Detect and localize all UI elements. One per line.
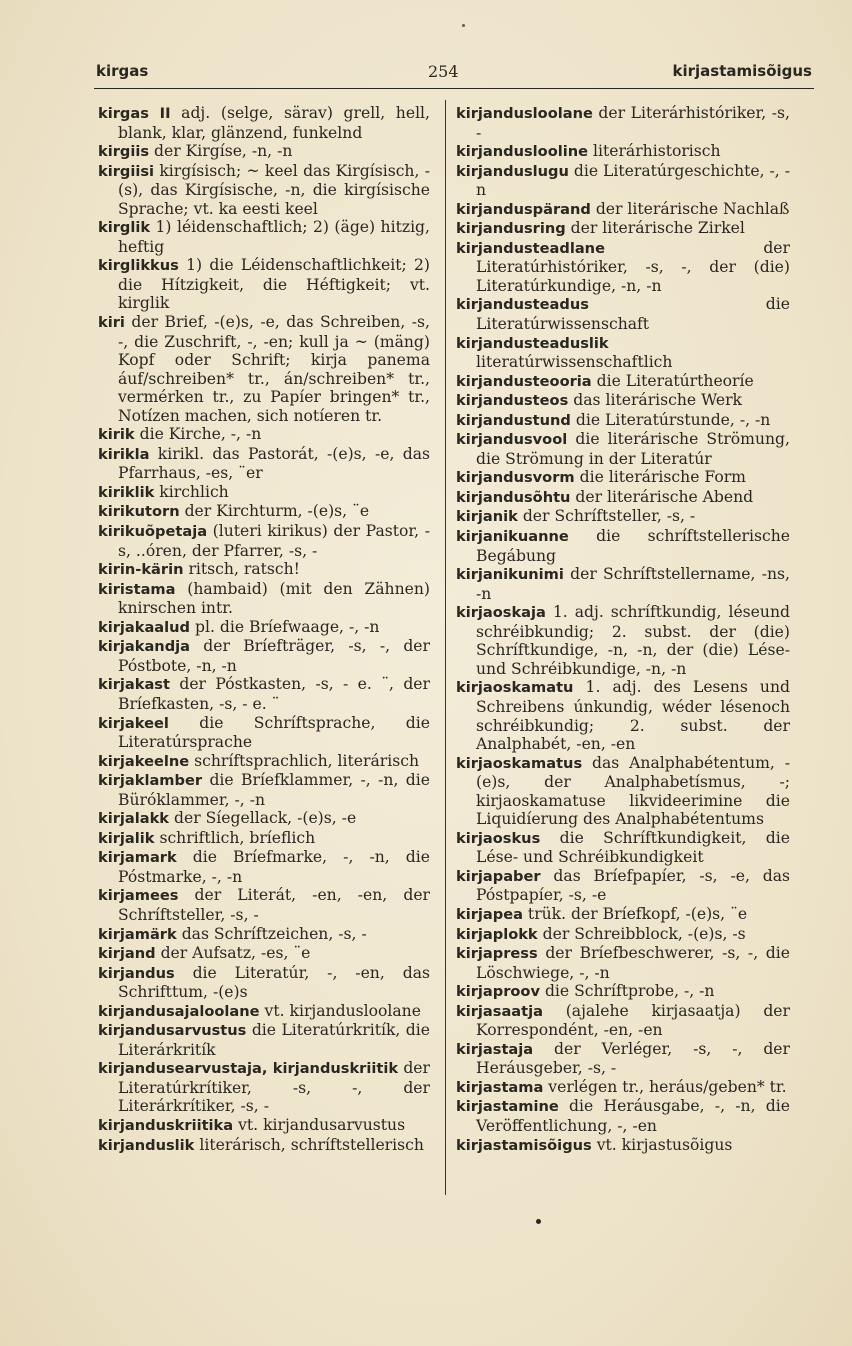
dictionary-entry xyxy=(98,886,430,924)
entry-definition: der Kirgíse, -n, -n xyxy=(154,142,293,161)
dictionary-entry xyxy=(98,829,430,849)
entry-headword: kirjandusõhtu xyxy=(456,488,571,506)
entry-definition: vt. kirjastusõigus xyxy=(596,1135,733,1154)
dictionary-entry xyxy=(98,560,430,580)
entry-definition: der Brief, -(e)s, -e, das Schreiben, -s, -, die Zuschrift, -, -en; kull ja ~ (mäng) Kopf oder Schrift; kirja panema áuf/schreiben* tr., án/schreiben* tr., vermérken tr., zu Papíer bringen* tr., Notízen machen, sich notíeren tr. xyxy=(118,313,430,425)
entry-headword: kirjandusvorm xyxy=(456,469,575,487)
entry-definition: vt. kirjandusloolane xyxy=(264,1001,421,1020)
entry-definition: die literárische Form xyxy=(579,468,746,487)
dictionary-entry xyxy=(456,1097,790,1135)
dictionary-entry xyxy=(456,239,790,296)
entry-definition: 1. adj. des Lesens und Schreibens únkundig, wéder lésenoch schréibkundig; 2. subst. der Analphabét, -en, -en xyxy=(476,678,790,754)
dictionary-entry xyxy=(98,925,430,945)
entry-definition: der literárische Nachlaß xyxy=(595,199,790,218)
dictionary-entry xyxy=(456,411,790,431)
entry-definition: das Analphabétentum, -(e)s, der Analphabetísmus, -; kirjaoskamatuse likvideerimine die Liquidíerung des Analphabétentums xyxy=(476,753,790,829)
dictionary-entry xyxy=(456,1002,790,1040)
entry-headword: kirjandusearvustaja, kirjanduskriitik xyxy=(98,1060,399,1078)
entry-definition: der Schríftstellername, -ns, -n xyxy=(476,565,790,603)
entry-headword: kirjandusteos xyxy=(456,392,569,410)
dictionary-entry xyxy=(98,483,430,503)
dictionary-entry xyxy=(456,829,790,867)
entry-headword: kirjandusvool xyxy=(456,431,568,449)
entry-definition: literárhistorisch xyxy=(592,142,721,161)
dictionary-entry xyxy=(456,678,790,753)
dictionary-entry xyxy=(98,1002,430,1022)
entry-headword: kirin-kärin xyxy=(98,561,184,579)
entry-headword: kirjandusring xyxy=(456,220,566,238)
left-column xyxy=(98,104,430,1155)
dictionary-entry xyxy=(98,1059,430,1116)
entry-headword: kirgiisi xyxy=(98,162,155,180)
dictionary-entry xyxy=(98,848,430,886)
entry-definition: der Literatúrhistóriker, -s, -, der (die) Literatúrkundige, -n, -n xyxy=(476,238,790,295)
entry-headword: kirjastamine xyxy=(456,1098,559,1116)
entry-definition: die Literatúrgeschichte, -, -n xyxy=(476,161,790,200)
dictionary-entry xyxy=(456,200,790,220)
entry-definition: die Bríefklammer, -, -n, die Büróklammer, -, -n xyxy=(118,771,430,809)
column-divider xyxy=(445,100,446,1195)
entry-definition: die Heráusgabe, -, -n, die Veröffentlichung, -, -en xyxy=(476,1097,790,1135)
entry-headword: kirjanduskriitika xyxy=(98,1116,234,1134)
dictionary-entry xyxy=(456,565,790,603)
entry-headword: kirjastamisõigus xyxy=(456,1136,592,1154)
entry-headword: kirjaplokk xyxy=(456,925,538,943)
entry-headword: kirjalik xyxy=(98,829,155,847)
dictionary-entry xyxy=(456,468,790,488)
entry-definition: adj. (selge, särav) grell, hell, blank, klar, glänzend, funkelnd xyxy=(118,104,430,142)
dictionary-entry xyxy=(456,925,790,945)
entry-headword: kirjanduslooline xyxy=(456,143,589,161)
entry-definition: die schríftstellerische Begábung xyxy=(476,527,790,565)
entry-definition: kirchlich xyxy=(159,482,229,501)
entry-headword: kiri xyxy=(98,314,125,332)
entry-definition: kirgísisch; ~ keel das Kirgísisch, -(s), das Kirgísische, -n, die kirgísische Sprache; vt. ka eesti keel xyxy=(118,161,430,218)
dictionary-entry xyxy=(456,219,790,239)
dictionary-entry xyxy=(98,1021,430,1059)
page-speck xyxy=(462,24,465,27)
dictionary-entry xyxy=(456,391,790,411)
entry-headword: kirjandusteadus xyxy=(456,296,589,314)
entry-headword: kirjandus xyxy=(98,964,175,982)
entry-headword: kirjakast xyxy=(98,676,170,694)
dictionary-entry xyxy=(456,488,790,508)
dictionary-entry xyxy=(98,618,430,638)
dictionary-entry xyxy=(98,162,430,219)
dictionary-entry xyxy=(456,507,790,527)
entry-definition: der Schreibblock, -(e)s, -s xyxy=(542,924,746,943)
entry-headword: kirik xyxy=(98,426,135,444)
dictionary-entry xyxy=(456,754,790,829)
entry-headword: kirjanikuanne xyxy=(456,528,569,546)
dictionary-entry xyxy=(98,944,430,964)
entry-definition: der Schríftsteller, -s, - xyxy=(522,507,696,526)
entry-headword: kirjanikunimi xyxy=(456,566,564,584)
entry-definition: die Kirche, -, -n xyxy=(139,425,262,444)
entry-headword: kirikuõpetaja xyxy=(98,523,208,541)
entry-definition: die Schríftsprache, die Literatúrsprache xyxy=(118,713,430,752)
dictionary-entry xyxy=(98,637,430,675)
dictionary-entry xyxy=(98,1116,430,1136)
entry-headword: kirjapress xyxy=(456,945,538,963)
dictionary-entry xyxy=(98,142,430,162)
entry-definition: literárisch, schríftstellerisch xyxy=(199,1135,424,1154)
entry-headword: kirgiis xyxy=(98,143,150,161)
entry-definition: (hambaid) (mit den Zähnen) knirschen intr. xyxy=(118,579,430,618)
dictionary-entry xyxy=(456,867,790,905)
dictionary-entry xyxy=(456,162,790,200)
right-guideword: kirjastamisõigus xyxy=(672,62,812,80)
dictionary-entry xyxy=(98,964,430,1002)
entry-definition: pl. die Bríefwaage, -, -n xyxy=(194,617,380,636)
entry-definition: die Bríefmarke, -, -n, die Póstmarke, -, -n xyxy=(118,848,430,886)
entry-headword: kirjamärk xyxy=(98,925,177,943)
entry-definition: der Literát, -en, -en, der Schríftsteller, -s, - xyxy=(118,886,430,924)
entry-headword: kirjalakk xyxy=(98,810,170,828)
entry-definition: die Literatúrtheoríe xyxy=(596,371,754,390)
entry-headword: kirglik xyxy=(98,219,151,237)
entry-definition: (ajalehe kirjasaatja) der Korrespondént, -en, -en xyxy=(476,1001,790,1040)
entry-headword: kirjanik xyxy=(456,508,518,526)
entry-definition: der Kirchturm, -(e)s, ¨e xyxy=(184,502,370,521)
entry-definition: der Bríefträger, -s, -, der Póstbote, -n, -n xyxy=(118,637,430,675)
entry-definition: vt. kirjandusarvustus xyxy=(238,1115,406,1134)
entry-headword: kirjapea xyxy=(456,905,523,923)
entry-headword: kirjamark xyxy=(98,849,177,867)
entry-headword: kirjandusteaduslik xyxy=(456,334,609,352)
entry-headword: kirjapaber xyxy=(456,867,541,885)
entry-headword: kirjaoskamatus xyxy=(456,754,583,772)
entry-headword: kirjandusteooria xyxy=(456,372,592,390)
entry-definition: schriftlich, bríeflich xyxy=(159,828,316,847)
entry-definition: 1) léidenschaftlich; 2) (äge) hitzig, heftig xyxy=(118,218,430,256)
dictionary-entry xyxy=(98,445,430,483)
entry-headword: kirjanduspärand xyxy=(456,200,591,218)
entry-headword: kirjakeelne xyxy=(98,752,190,770)
entry-headword: kirjanduslugu xyxy=(456,162,569,180)
entry-definition: das Bríefpapíer, -s, -e, das Póstpapíer, -s, -e xyxy=(476,866,790,905)
entry-definition: die Schríftprobe, -, -n xyxy=(544,982,715,1001)
dictionary-entry xyxy=(98,675,430,713)
dictionary-entry xyxy=(98,580,430,618)
dictionary-entry xyxy=(98,752,430,772)
dictionary-entry xyxy=(98,218,430,256)
right-column xyxy=(456,104,790,1155)
entry-definition: verlégen tr., heráus/geben* tr. xyxy=(548,1077,787,1096)
entry-headword: kirjandusteadlane xyxy=(456,239,605,257)
dictionary-entry xyxy=(98,714,430,752)
dictionary-entry xyxy=(456,334,790,372)
entry-headword: kiriklik xyxy=(98,483,155,501)
entry-headword: kirjaoskaja xyxy=(456,604,546,622)
entry-definition: die Literatúrwissenschaft xyxy=(476,295,790,334)
dictionary-entry xyxy=(98,256,430,313)
entry-headword: kirjaklamber xyxy=(98,772,203,790)
dictionary-entry xyxy=(98,771,430,809)
running-head xyxy=(96,62,812,86)
dictionary-entry xyxy=(456,1136,790,1156)
entry-headword: kirgas II xyxy=(98,105,171,122)
dictionary-entry xyxy=(98,313,430,425)
dictionary-entry xyxy=(98,1136,430,1156)
dictionary-entry xyxy=(456,430,790,468)
dictionary-entry xyxy=(456,982,790,1002)
dictionary-entry xyxy=(456,372,790,392)
entry-headword: kirjaproov xyxy=(456,983,540,1001)
entry-definition: 1. adj. schríftkundig, léseund schréibkundig; 2. subst. der (die) Schríftkundige, -n, -n, der (die) Lése- und Schréibkundige, -n, -n xyxy=(476,603,790,678)
dictionary-entry xyxy=(98,522,430,560)
entry-headword: kirjakandja xyxy=(98,638,190,656)
entry-headword: kirjamees xyxy=(98,887,179,905)
entry-definition: kirikl. das Pastorát, -(e)s, -e, das Pfarrhaus, -es, ¨er xyxy=(118,444,430,483)
entry-definition: trük. der Bríefkopf, -(e)s, ¨e xyxy=(527,904,748,923)
page-speck xyxy=(536,1219,541,1224)
entry-definition: der literárische Zirkel xyxy=(570,219,745,238)
entry-headword: kirjastaja xyxy=(456,1040,534,1058)
entry-headword: kirikutorn xyxy=(98,503,180,521)
dictionary-entry xyxy=(456,1078,790,1098)
dictionary-entry xyxy=(98,502,430,522)
entry-headword: kirjaoskus xyxy=(456,829,541,847)
dictionary-entry xyxy=(98,809,430,829)
entry-headword: kiristama xyxy=(98,580,176,598)
entry-headword: kirglikkus xyxy=(98,257,179,275)
entry-definition: der Literárhistóriker, -s, - xyxy=(476,104,790,142)
entry-headword: kirjanduslik xyxy=(98,1136,195,1154)
dictionary-entry xyxy=(98,104,430,142)
entry-headword: kirjasaatja xyxy=(456,1002,543,1020)
dictionary-entry xyxy=(456,104,790,142)
entry-definition: die Literatúrkritík, die Literárkritík xyxy=(118,1021,430,1059)
entry-headword: kirjand xyxy=(98,945,156,963)
entry-definition: die Literatúr, -, -en, das Schrifttum, -(e)s xyxy=(118,963,430,1002)
header-rule xyxy=(94,88,814,89)
entry-definition: der Bríefbeschwerer, -s, -, die Löschwiege, -, -n xyxy=(476,944,790,982)
dictionary-entry xyxy=(456,1040,790,1078)
dictionary-entry xyxy=(98,425,430,445)
entry-headword: kirjaoskamatu xyxy=(456,679,574,697)
entry-headword: kirjakaalud xyxy=(98,618,190,636)
entry-headword: kirjastama xyxy=(456,1078,544,1096)
page-number: 254 xyxy=(428,62,459,81)
entry-definition: der Verléger, -s, -, der Heráusgeber, -s, - xyxy=(476,1039,790,1078)
entry-definition: die Schríftkundigkeit, die Lése- und Schréibkundigkeit xyxy=(476,828,790,867)
entry-definition: der literárische Abend xyxy=(575,487,754,506)
entry-definition: der Literatúrkrítiker, -s, -, der Literárkrítiker, -s, - xyxy=(118,1059,430,1116)
entry-definition: die Literatúrstunde, -, -n xyxy=(575,410,771,429)
entry-headword: kirikla xyxy=(98,445,150,463)
entry-definition: die literárische Strömung, die Strömung in der Literatúr xyxy=(476,430,790,468)
entry-definition: der Síegellack, -(e)s, -e xyxy=(174,809,357,828)
entry-headword: kirjandusarvustus xyxy=(98,1022,247,1040)
entry-definition: der Aufsatz, -es, ¨e xyxy=(160,944,311,963)
dictionary-entry xyxy=(456,905,790,925)
dictionary-entry xyxy=(456,295,790,333)
entry-definition: literatúrwissenschaftlich xyxy=(476,353,673,372)
entry-definition: der Póstkasten, -s, - e. ¨, der Bríefkasten, -s, - e. ¨ xyxy=(118,675,430,713)
dictionary-entry xyxy=(456,142,790,162)
entry-definition: schríftsprachlich, literárisch xyxy=(194,751,420,770)
left-guideword: kirgas xyxy=(96,62,149,80)
entry-definition: ritsch, ratsch! xyxy=(188,560,300,579)
entry-headword: kirjandustund xyxy=(456,411,571,429)
dictionary-entry xyxy=(456,603,790,678)
entry-definition: (luteri kirikus) der Pastor, -s, ..óren, der Pfarrer, -s, - xyxy=(118,522,430,560)
entry-definition: das Schríftzeichen, -s, - xyxy=(181,924,367,943)
entry-headword: kirjandusloolane xyxy=(456,105,593,122)
entry-headword: kirjandusajaloolane xyxy=(98,1002,260,1020)
entry-definition: das literárische Werk xyxy=(573,391,742,410)
entry-headword: kirjakeel xyxy=(98,714,169,732)
dictionary-entry xyxy=(456,527,790,565)
dictionary-entry xyxy=(456,944,790,982)
entry-definition: 1) die Léidenschaftlichkeit; 2) die Hítzigkeit, die Héftigkeit; vt. kirglik xyxy=(118,256,430,313)
